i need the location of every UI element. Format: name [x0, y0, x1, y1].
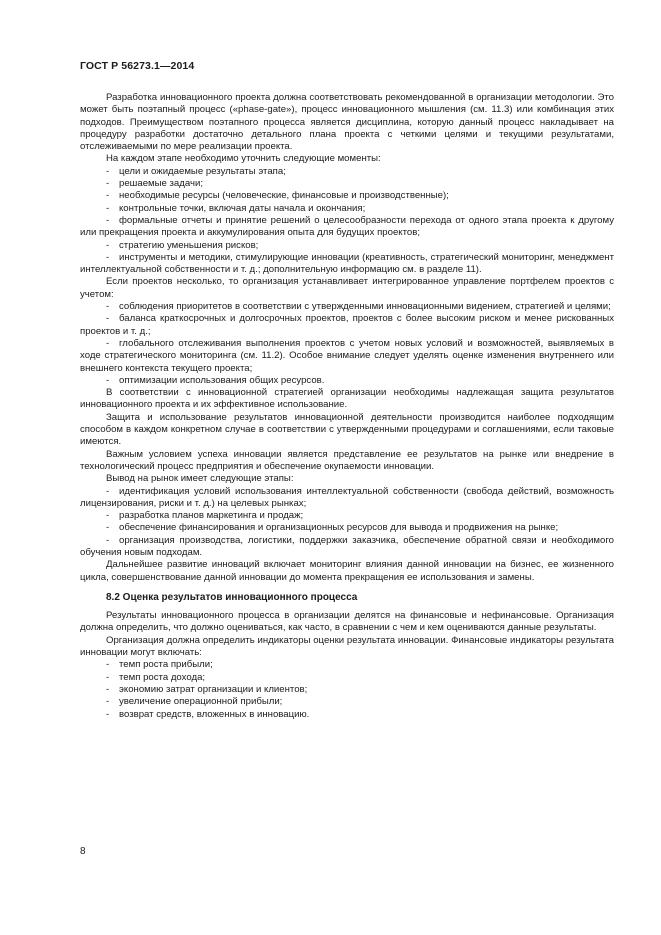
- list-item-text: возврат средств, вложенных в инновацию.: [119, 708, 310, 720]
- list-item-text: баланса краткосрочных и долгосрочных проектов, проектов с более высоким риском и менее рискованных проектов и т. д.;: [80, 313, 614, 337]
- list-item-text: решаемые задачи;: [119, 178, 204, 190]
- list-item: [80, 510, 614, 522]
- paragraph: На каждом этапе необходимо уточнить следующие моменты:: [106, 153, 381, 165]
- list-dash: -: [106, 214, 110, 226]
- list-item: [80, 659, 614, 671]
- paragraph: Если проектов несколько, то организация устанавливает интегрированное управление портфелем проектов с учетом:: [80, 276, 614, 300]
- list-item-text: обеспечение финансирования и организационных ресурсов для вывода и продвижения на рынке;: [119, 522, 559, 534]
- list-item: [80, 522, 614, 534]
- list-dash: -: [106, 337, 110, 349]
- list-item-text: стратегию уменьшения рисков;: [119, 239, 259, 251]
- list-dash: -: [106, 165, 110, 177]
- list-dash: -: [106, 522, 110, 534]
- list-dash: -: [106, 251, 110, 263]
- list-dash: -: [106, 190, 110, 202]
- list-item-text: темп роста дохода;: [119, 671, 206, 683]
- list-item: [80, 240, 614, 252]
- list-item: [80, 178, 614, 190]
- list-item-text: экономию затрат организации и клиентов;: [119, 683, 308, 695]
- paragraph: Разработка инновационного проекта должна соответствовать рекомендованной в организации методологии. Это может быть поэтапный процесс («phase-gate»), процесс инновационного мышления (см. 11.3) или комбинация этих подходов. Преимуществом поэтапного процесса является дисциплина, которую данный процесс накладывает на процедуру разработки достаточно детального плана проекта с четкими целями и текущими результатами, отслеживаемыми по мере реализации проекта.: [80, 92, 614, 153]
- list-dash: -: [106, 708, 110, 720]
- list-item: [80, 672, 614, 684]
- list-item: [80, 190, 614, 202]
- list-item-text: соблюдения приоритетов в соответствии с утвержденными инновационными видением, стратегией и целями;: [119, 301, 611, 313]
- paragraph: Результаты инновационного процесса в организации делятся на финансовые и нефинансовые. Организация должна определить, что должно оцениваться, как часто, в сравнении с чем и кем оцениваются данные результаты.: [80, 610, 614, 634]
- standard-header: ГОСТ Р 56273.1—2014: [80, 60, 195, 72]
- list-item: [80, 709, 614, 721]
- list-item-text: необходимые ресурсы (человеческие, финансовые и производственные);: [119, 190, 449, 202]
- list-dash: -: [106, 510, 110, 522]
- list-item-text: разработка планов маркетинга и продаж;: [119, 510, 304, 522]
- paragraph: В соответствии с инновационной стратегией организации необходимы надлежащая защита результатов инновационного проекта и их эффективное использование.: [80, 387, 614, 411]
- list-item: [80, 215, 614, 240]
- list-dash: -: [106, 374, 110, 386]
- list-item-text: глобального отслеживания выполнения проектов с учетом новых условий и возможностей, выявляемых в ходе стратегического мониторинга (см. 11.2). Особое внимание следует уделять оценке изменения внутреннего или внешнего контекста текущего проекта;: [80, 337, 614, 374]
- paragraph: Вывод на рынок имеет следующие этапы:: [106, 473, 294, 485]
- list-item-text: инструменты и методики, стимулирующие инновации (креативность, стратегический мониторинг, менеджмент интеллектуальной собственности и т. д.; дополнительную информацию см. в разделе 11).: [80, 251, 614, 276]
- list-item: [80, 166, 614, 178]
- list-item: [80, 252, 614, 277]
- list-item: [80, 338, 614, 375]
- list-item: [80, 486, 614, 511]
- list-dash: -: [106, 485, 110, 497]
- list-item: [80, 301, 614, 313]
- list-item-text: контрольные точки, включая даты начала и окончания;: [119, 202, 366, 214]
- list-dash: -: [106, 178, 110, 190]
- list-dash: -: [106, 683, 110, 695]
- list-item-text: формальные отчеты и принятие решений о целесообразности перехода от одного этапа проекта к другому или прекращения проекта и аккумулирования опыта для будущих проектов;: [80, 214, 614, 239]
- list-item: [80, 375, 614, 387]
- paragraph: Организация должна определить индикаторы оценки результата инновации. Финансовые индикаторы результата инновации могут включать:: [80, 634, 614, 659]
- list-item-text: цели и ожидаемые результаты этапа;: [119, 165, 286, 177]
- list-dash: -: [106, 301, 110, 313]
- paragraph: Важным условием успеха инновации является представление ее результатов на рынке или внедрение в технологический процесс предприятия и обеспечение окупаемости инновации.: [80, 448, 614, 472]
- list-dash: -: [106, 313, 110, 325]
- list-dash: -: [106, 659, 110, 671]
- list-item: [80, 684, 614, 696]
- page-number: 8: [80, 846, 86, 857]
- list-dash: -: [106, 202, 110, 214]
- paragraph: Дальнейшее развитие инноваций включает мониторинг влияния данной инновации на бизнес, ее жизненного цикла, совершенствование данной инновации до момента прекращения ее использования и замены.: [80, 559, 614, 583]
- list-item: [80, 535, 614, 560]
- list-item-text: организация производства, логистики, поддержки заказчика, обеспечение обратной связи и необходимого обучения новым подходам.: [80, 534, 614, 558]
- list-dash: -: [106, 239, 110, 251]
- list-item-text: увеличение операционной прибыли;: [119, 696, 283, 708]
- list-item: [80, 696, 614, 708]
- section-heading: 8.2 Оценка результатов инновационного процесса: [106, 591, 358, 603]
- paragraph: Защита и использование результатов инновационной деятельности производится наиболее подходящим способом в каждом конкретном случае в соответствии с утвержденными процедурами и соглашениями, если таковые имеются.: [80, 411, 614, 448]
- list-item: [80, 313, 614, 338]
- list-item-text: оптимизации использования общих ресурсов.: [119, 374, 325, 386]
- document-body: [80, 92, 614, 721]
- list-dash: -: [106, 696, 110, 708]
- list-item-text: идентификация условий использования интеллектуальной собственности (свобода действий, возможность лицензирования, риски и т. д.) на целевых рынках;: [80, 485, 614, 509]
- list-item: [80, 203, 614, 215]
- list-dash: -: [106, 671, 110, 683]
- list-dash: -: [106, 534, 110, 546]
- list-item-text: темп роста прибыли;: [119, 659, 213, 671]
